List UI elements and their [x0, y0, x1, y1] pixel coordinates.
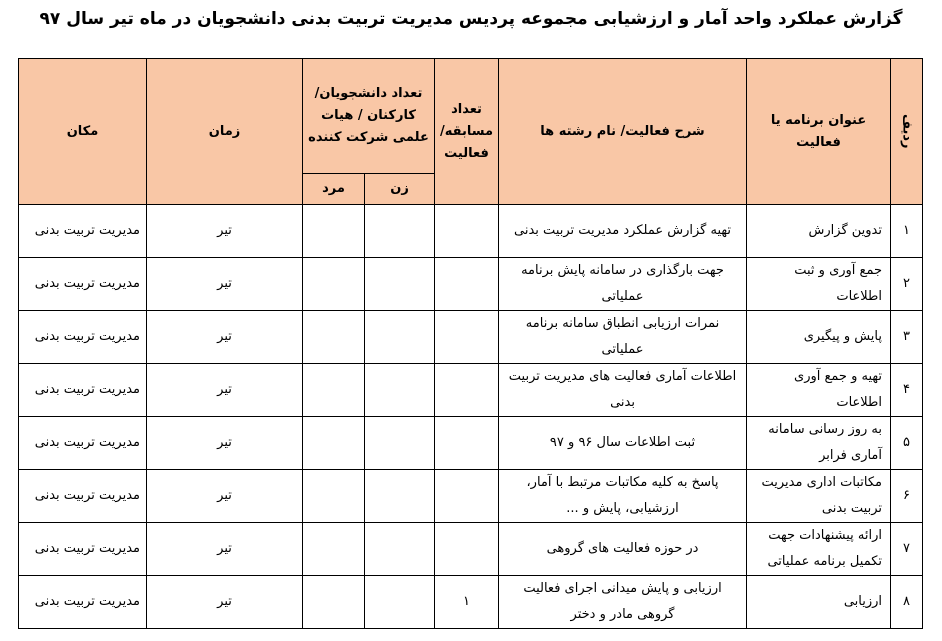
table-row — [19, 364, 923, 417]
cell-place: مدیریت تربیت بدنی — [19, 523, 147, 576]
cell-row-number: ۵ — [891, 417, 923, 470]
cell-male — [303, 364, 365, 417]
cell-place: مدیریت تربیت بدنی — [19, 205, 147, 258]
cell-description: در حوزه فعالیت های گروهی — [499, 523, 747, 576]
cell-time: تیر — [147, 205, 303, 258]
cell-program-title: پایش و پیگیری — [747, 311, 891, 364]
table-row — [19, 258, 923, 311]
cell-program-title: ارائه پیشنهادات جهت تکمیل برنامه عملیاتی — [747, 523, 891, 576]
cell-time: تیر — [147, 470, 303, 523]
cell-row-number: ۱ — [891, 205, 923, 258]
header-male: مرد — [303, 174, 365, 205]
cell-female — [365, 311, 435, 364]
cell-row-number: ۳ — [891, 311, 923, 364]
cell-row-number: ۷ — [891, 523, 923, 576]
cell-male — [303, 205, 365, 258]
cell-program-title: مکاتبات اداری مدیریت تربیت بدنی — [747, 470, 891, 523]
cell-program-title: ارزیابی — [747, 576, 891, 629]
cell-male — [303, 470, 365, 523]
cell-program-title: جمع آوری و ثبت اطلاعات — [747, 258, 891, 311]
cell-row-number: ۴ — [891, 364, 923, 417]
cell-description: ثبت اطلاعات سال ۹۶ و ۹۷ — [499, 417, 747, 470]
cell-time: تیر — [147, 364, 303, 417]
table-row — [19, 311, 923, 364]
cell-competitions — [435, 311, 499, 364]
cell-female — [365, 576, 435, 629]
cell-female — [365, 258, 435, 311]
cell-description: جهت بارگذاری در سامانه پایش برنامه عملیاتی — [499, 258, 747, 311]
report-title: گزارش عملکرد واحد آمار و ارزشیابی مجموعه پردیس مدیریت تربیت بدنی دانشجویان در ماه تیر سال ۹۷ — [39, 9, 903, 29]
cell-place: مدیریت تربیت بدنی — [19, 258, 147, 311]
cell-time: تیر — [147, 258, 303, 311]
cell-competitions: ۱ — [435, 576, 499, 629]
cell-male — [303, 576, 365, 629]
cell-place: مدیریت تربیت بدنی — [19, 470, 147, 523]
cell-male — [303, 417, 365, 470]
cell-place: مدیریت تربیت بدنی — [19, 576, 147, 629]
cell-place: مدیریت تربیت بدنی — [19, 311, 147, 364]
header-place: مکان — [19, 59, 147, 205]
header-time: زمان — [147, 59, 303, 205]
header-female: زن — [365, 174, 435, 205]
header-program-title: عنوان برنامه یا فعالیت — [747, 59, 891, 205]
cell-female — [365, 523, 435, 576]
cell-time: تیر — [147, 311, 303, 364]
cell-male — [303, 311, 365, 364]
cell-female — [365, 470, 435, 523]
cell-competitions — [435, 470, 499, 523]
cell-competitions — [435, 417, 499, 470]
cell-description: نمرات ارزیابی انطباق سامانه برنامه عملیاتی — [499, 311, 747, 364]
cell-row-number: ۶ — [891, 470, 923, 523]
header-participants: تعداد دانشجویان/ کارکنان / هیات علمی شرکت کننده — [303, 59, 435, 174]
cell-competitions — [435, 364, 499, 417]
cell-description: تهیه گزارش عملکرد مدیریت تربیت بدنی — [499, 205, 747, 258]
cell-place: مدیریت تربیت بدنی — [19, 364, 147, 417]
cell-competitions — [435, 205, 499, 258]
table-row — [19, 205, 923, 258]
cell-time: تیر — [147, 417, 303, 470]
table-row — [19, 470, 923, 523]
table-row — [19, 576, 923, 629]
header-row-number: ردیف — [891, 59, 923, 205]
cell-row-number: ۸ — [891, 576, 923, 629]
header-competitions: تعداد مسابقه/ فعالیت — [435, 59, 499, 205]
cell-male — [303, 523, 365, 576]
cell-female — [365, 205, 435, 258]
cell-time: تیر — [147, 523, 303, 576]
cell-program-title: تدوین گزارش — [747, 205, 891, 258]
table-row — [19, 523, 923, 576]
activity-table — [18, 58, 923, 629]
header-description: شرح فعالیت/ نام رشته ها — [499, 59, 747, 205]
cell-female — [365, 417, 435, 470]
cell-time: تیر — [147, 576, 303, 629]
table-row — [19, 417, 923, 470]
cell-place: مدیریت تربیت بدنی — [19, 417, 147, 470]
cell-male — [303, 258, 365, 311]
cell-row-number: ۲ — [891, 258, 923, 311]
cell-description: اطلاعات آماری فعالیت های مدیریت تربیت بدنی — [499, 364, 747, 417]
cell-description: ارزیابی و پایش میدانی اجرای فعالیت گروهی مادر و دختر — [499, 576, 747, 629]
cell-competitions — [435, 523, 499, 576]
cell-female — [365, 364, 435, 417]
cell-program-title: به روز رسانی سامانه آماری فرابر — [747, 417, 891, 470]
cell-competitions — [435, 258, 499, 311]
cell-program-title: تهیه و جمع آوری اطلاعات — [747, 364, 891, 417]
cell-description: پاسخ به کلیه مکاتبات مرتبط با آمار، ارزشیابی، پایش و ... — [499, 470, 747, 523]
